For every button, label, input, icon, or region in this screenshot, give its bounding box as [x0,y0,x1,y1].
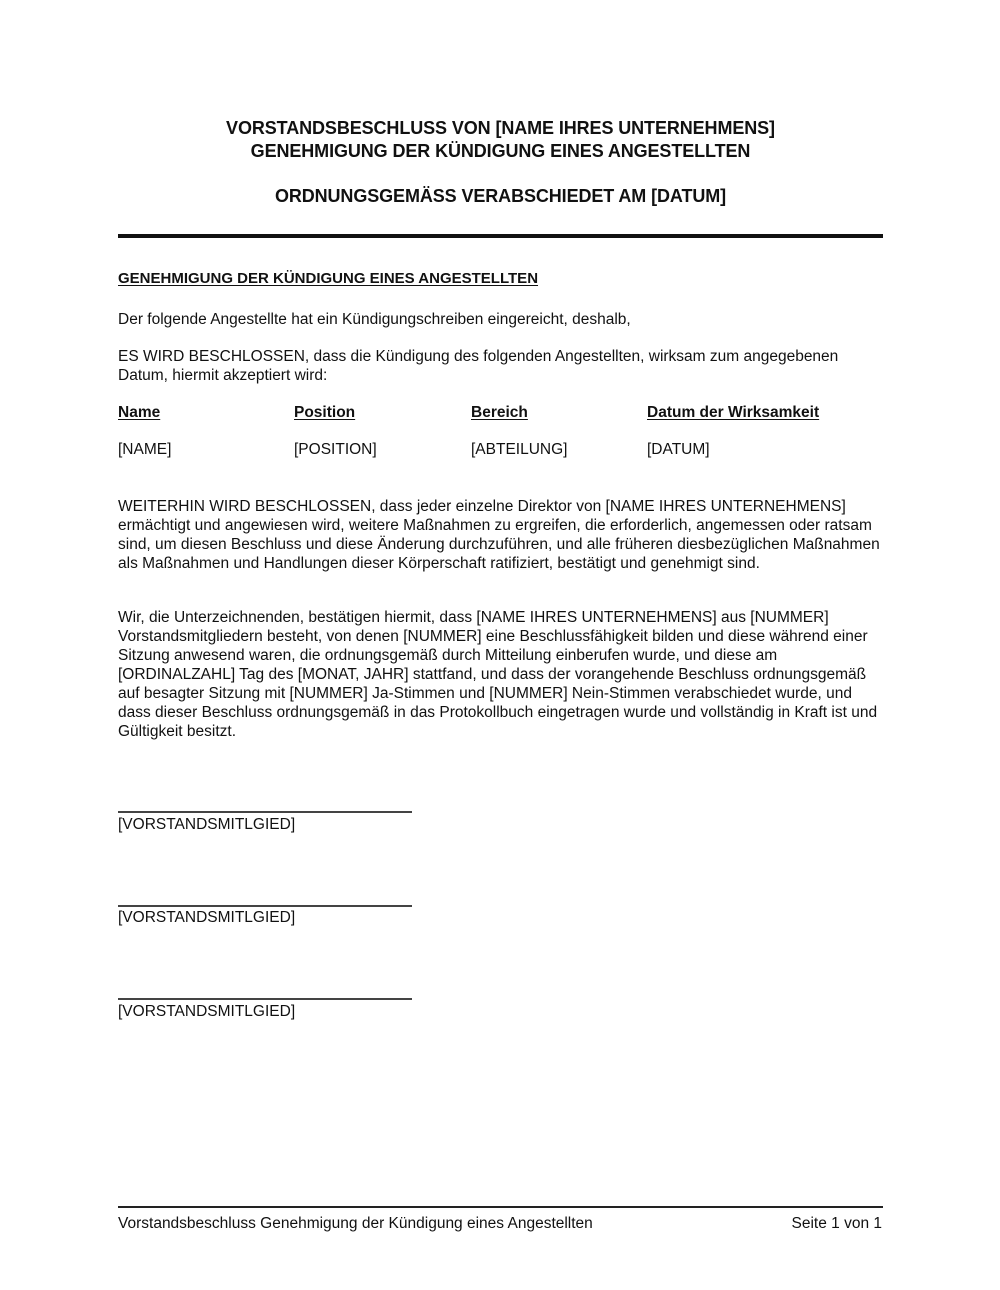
table-cell-department: [ABTEILUNG] [471,441,568,458]
intro-paragraph: Der folgende Angestellte hat ein Kündigungschreiben eingereicht, deshalb, [118,311,631,328]
header-divider [118,234,883,238]
certification-paragraph: Wir, die Unterzeichnenden, bestätigen hiermit, dass [NAME IHRES UNTERNEHMENS] aus [NUMMER] Vorstandsmitgliedern besteht, von denen [NUMMER] eine Beschlussfähigkeit bilden und diese während einer Sitzung anwesend waren, die ordnungsgemäß durch Mitteilung einberufen wurde, und diese am [ORDINALZAHL] Tag des [MONAT, JAHR] stattfand, und dass der vorangehende Beschluss ordnungsgemäß auf besagter Sitzung mit [NUMMER] Ja-Stimmen und [NUMMER] Nein-Stimmen verabschiedet wurde, und dass dieser Beschluss ordnungsgemäß in das Protokollbuch eingetragen wurde und vollständig in Kraft ist und Gültigkeit besitzt. [118,609,878,740]
table-header-name: Name [118,404,161,421]
document-title-line-2: GENEHMIGUNG DER KÜNDIGUNG EINES ANGESTELLTEN [250,141,751,161]
table-cell-effective-date: [DATUM] [647,441,710,458]
section-heading: GENEHMIGUNG DER KÜNDIGUNG EINES ANGESTELLTEN [118,270,539,287]
signature-line-1 [118,811,412,813]
signature-label-2: [VORSTANDSMITLGIED] [118,909,296,926]
signature-label-1: [VORSTANDSMITLGIED] [118,816,296,833]
footer-document-title: Vorstandsbeschluss Genehmigung der Kündigung eines Angestellten [118,1215,593,1232]
signature-label-3: [VORSTANDSMITLGIED] [118,1003,296,1020]
table-cell-position: [POSITION] [294,441,377,458]
signature-line-3 [118,998,412,1000]
further-resolution-paragraph: WEITERHIN WIRD BESCHLOSSEN, dass jeder einzelne Direktor von [NAME IHRES UNTERNEHMENS] ermächtigt und angewiesen wird, weitere Maßnahmen zu ergreifen, die erforderlich, angemessen oder ratsam sind, um diesen Beschluss und diese Änderung durchzuführen, und alle früheren diesbezüglichen Maßnahmen als Maßnahmen und Handlungen dieser Körperschaft ratifiziert, bestätigt und genehmigt sind. [118,498,880,572]
table-header-effective-date: Datum der Wirksamkeit [647,404,820,421]
footer-page-number: Seite 1 von 1 [791,1215,882,1232]
document-subtitle-date: ORDNUNGSGEMÄSS VERABSCHIEDET AM [DATUM] [274,186,727,206]
signature-line-2 [118,905,412,907]
document-title-line-1: VORSTANDSBESCHLUSS VON [NAME IHRES UNTERNEHMENS] [226,118,775,138]
resolution-paragraph: ES WIRD BESCHLOSSEN, dass die Kündigung des folgenden Angestellten, wirksam zum angegebenen Datum, hiermit akzeptiert wird: [118,348,839,384]
footer-divider [118,1206,883,1208]
table-cell-name: [NAME] [118,441,172,458]
table-header-department: Bereich [471,404,528,421]
table-header-position: Position [294,404,356,421]
